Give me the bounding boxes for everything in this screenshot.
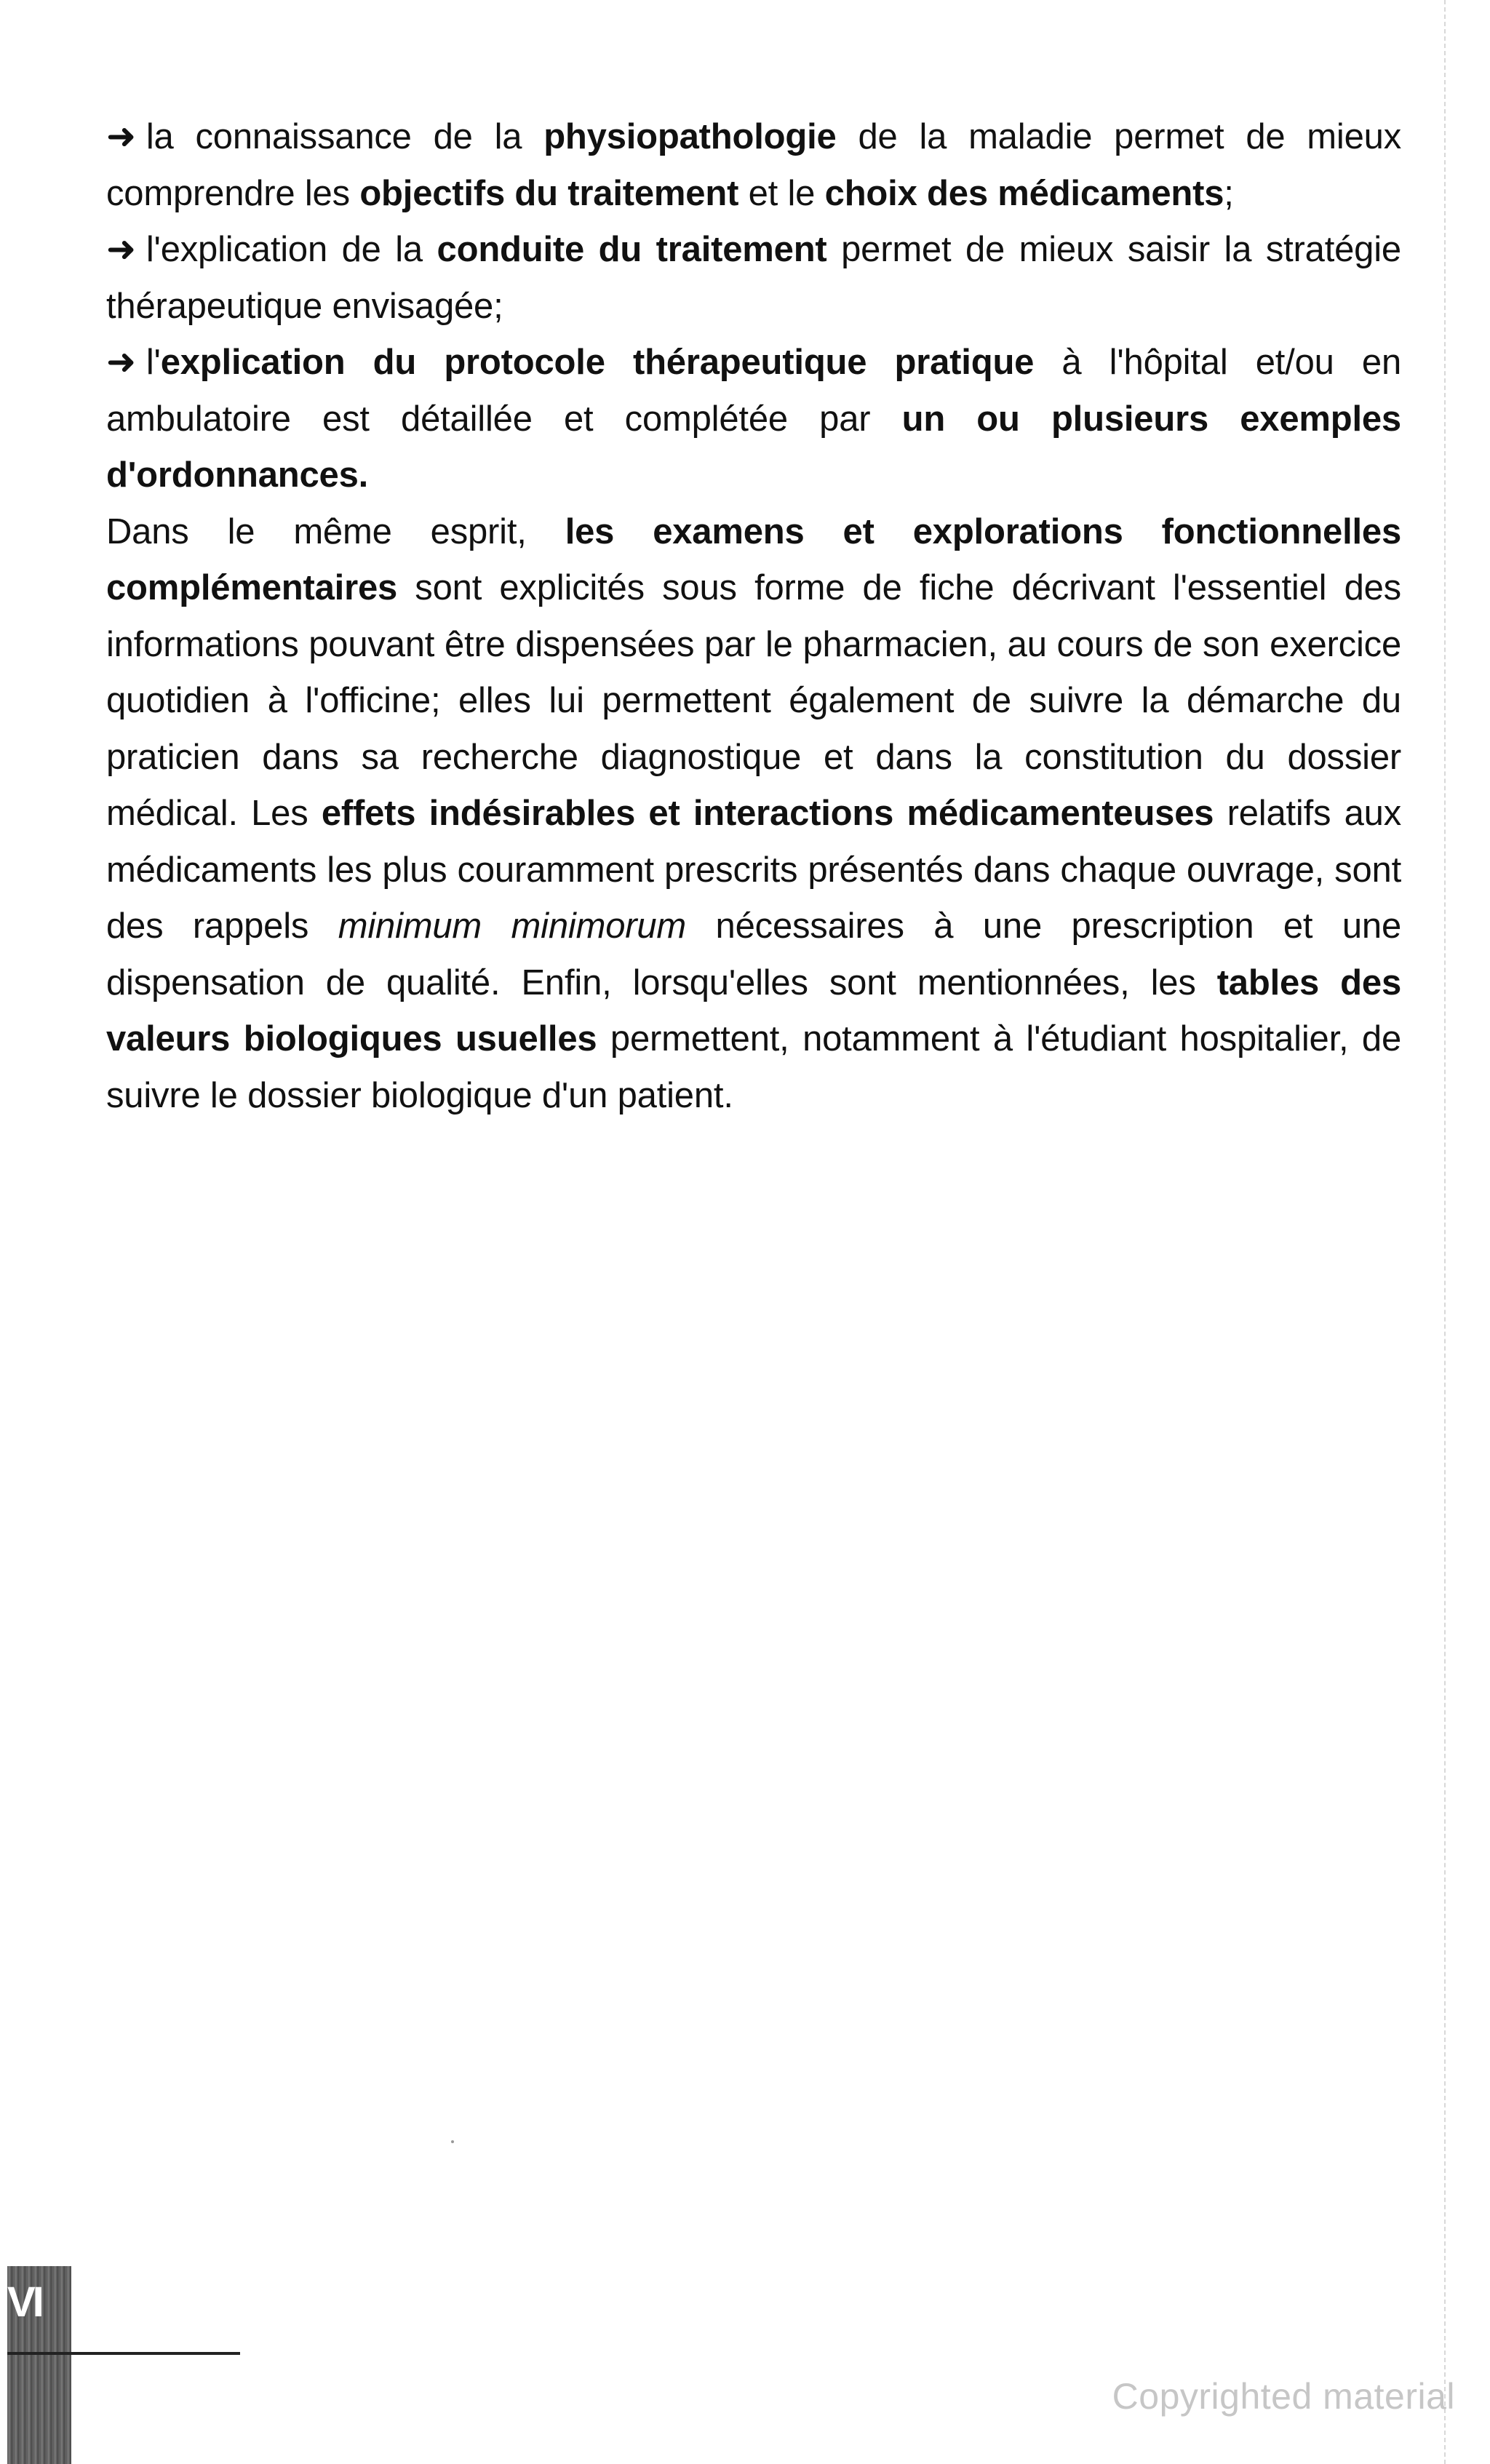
copyright-watermark: Copyrighted material [1112,2376,1455,2417]
text-span: relatifs aux médicaments les plus couramment prescrits présentés dans chaque ouvrage, sont des rappels [106,794,1402,946]
text-span: permettent, notamment à l'étudiant hospitalier, de suivre le dossier biologique d'un patient. [106,1019,1401,1115]
bold-term: explication du protocole thérapeutique pratique [160,343,1035,382]
bold-term: tables des valeurs biologiques usuelles [106,962,1401,1058]
bold-term: conduite du traitement [437,230,827,269]
text-span: permet de mieux saisir la stratégie thérapeutique envisagée; [106,230,1401,326]
bold-term: un ou plusieurs exemples d'ordonnances. [106,399,1401,495]
page-number: VI [7,2278,41,2326]
text-span: à l'hôpital et/ou en ambulatoire est détaillée et complétée par [106,343,1401,439]
arrow-icon: ➜ [106,230,136,269]
arrow-icon: ➜ [106,343,136,382]
bold-term: choix des médicaments [824,173,1224,213]
text-span: l' [146,343,161,382]
body-text [106,109,1401,1124]
bold-term: les examens et explorations fonctionnelles complémentaires [106,511,1401,607]
text-span: nécessaires à une prescription et une dispensation de qualité. Enfin, lorsqu'elles sont mentionnées, les [106,906,1401,1002]
footer-rule [7,2352,240,2355]
arrow-icon: ➜ [106,117,136,156]
bullet-treatment-conduct [106,222,1401,335]
bullet-protocol [106,335,1401,504]
text-span: sont explicités sous forme de fiche décrivant l'essentiel des informations pouvant être dispensées par le pharmacien, au cours de son exercice quotidien à l'officine; elles lui permettent également de suivre la démarche du praticien dans sa recherche diagnostique et dans la constitution du dossier médical. Les [106,568,1401,833]
text-span: Dans le même esprit, [106,511,565,551]
bold-term: objectifs du traitement [359,173,739,213]
text-span: ; [1224,173,1234,213]
text-span: l'explication de la [146,230,437,269]
bullet-physiopathology [106,109,1401,222]
text-span: la connaissance de la [146,117,544,156]
scan-speck [451,2140,454,2143]
bold-term: effets indésirables et interactions médicamenteuses [321,794,1214,833]
text-span: de la maladie permet de mieux comprendre les [106,117,1401,213]
body-paragraph [106,504,1401,1125]
italic-term: minimum minimorum [338,906,687,946]
margin-line [1444,0,1446,2464]
bold-term: physiopathologie [543,117,837,156]
text-span: et le [738,173,825,213]
